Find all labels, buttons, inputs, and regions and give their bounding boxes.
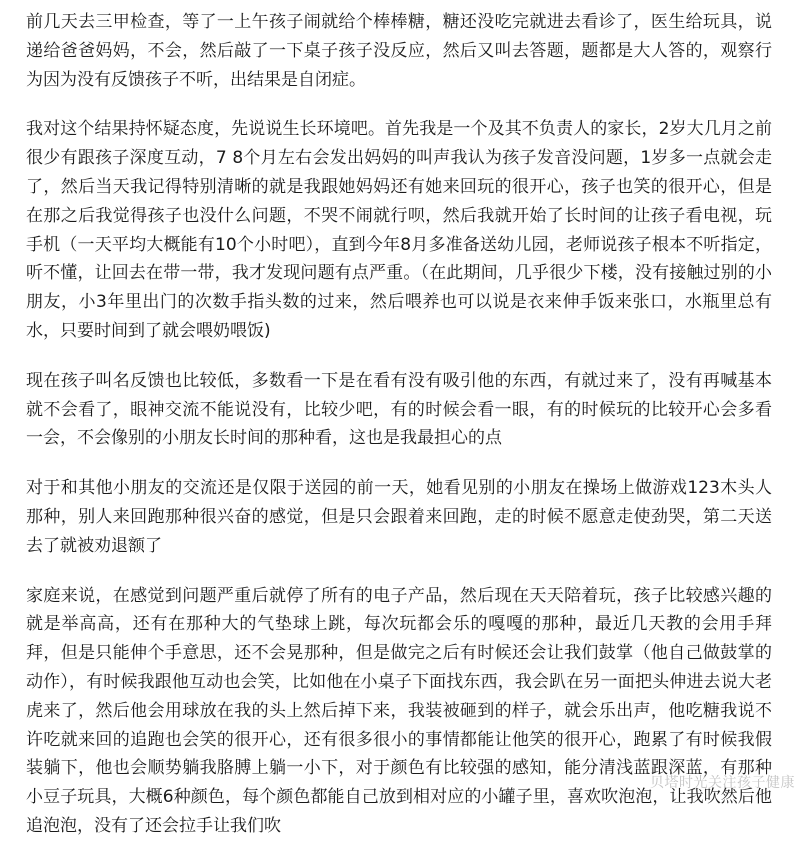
paragraph-5: 家庭来说，在感觉到问题严重后就停了所有的电子产品，然后现在天天陪着玩，孩子比较感兴趣的就是举高高，还有在那种大的气垫球上跳，每次玩都会乐的嘎嘎的那种，最近几天教的会用手拜拜，但是只能伸个手意思，还不会晃那种，但是做完之后有时候还会让我们鼓掌（他自己做鼓掌的动作），有时候我跟他互动也会笑，比如他在小桌子下面找东西，我会趴在另一面把头伸进去说大老虎来了，然后他会用球放在我的头上然后掉下来，我装被砸到的样子，就会乐出声，他吃糖我说不许吃就来回的追跑也会笑的很开心，还有很多很小的事情都能让他笑的很开心，跑累了有时候我假装躺下，他也会顺势躺我胳膊上躺一小下，对于颜色有比较强的感知，能分清浅蓝跟深蓝，有那种小豆子玩具，大概6种颜色，每个颜色都能自己放到相对应的小罐子里，喜欢吹泡泡，让我吹然后他追泡泡，没有了还会拉手让我们吹 bbox=[26, 585, 772, 836]
paragraph-4: 对于和其他小朋友的交流还是仅限于送园的前一天，她看见别的小朋友在操场上做游戏123木头人那种，别人来回跑那种很兴奋的感觉，但是只会跟着来回跑，走的时候不愿意走使劲哭，第二天送去了就被劝退额了 bbox=[26, 478, 772, 556]
paragraph-3: 现在孩子叫名反馈也比较低，多数看一下是在看有没有吸引他的东西，有就过来了，没有再喊基本就不会看了，眼神交流不能说没有，比较少吧，有的时候会看一眼，有的时候玩的比较开心会多看一会，不会像别的小朋友长时间的那种看，这也是我最担心的点 bbox=[26, 370, 772, 449]
paragraph-1: 前几天去三甲检查，等了一上午孩子闹就给个棒棒糖，糖还没吃完就进去看诊了，医生给玩具，说递给爸爸妈妈，不会，然后敲了一下桌子孩子没反应，然后又叫去答题，题都是大人答的，观察行为因为没有反馈孩子不听，出结果是自闭症。 bbox=[26, 12, 772, 90]
article-body bbox=[26, 8, 772, 862]
watermark-text: 贝塔时光关注孩子健康 bbox=[650, 775, 795, 791]
paragraph-2: 我对这个结果持怀疑态度，先说说生长环境吧。首先我是一个及其不负责人的家长，2岁大几月之前很少有跟孩子深度互动，7 8个月左右会发出妈妈的叫声我认为孩子发音没问题，1岁多一点就会走了，然后当天我记得特别清晰的就是我跟她妈妈还有她来回玩的很开心，孩子也笑的很开心，但是在那之后我觉得孩子也没什么问题，不哭不闹就行呗，然后我就开始了长时间的让孩子看电视，玩手机（一天平均大概能有10个小时吧），直到今年8月多准备送幼儿园，老师说孩子根本不听指定，听不懂，让回去在带一带，我才发现问题有点严重。（在此期间，几乎很少下楼，没有接触过别的小朋友，小3年里出门的次数手指头数的过来，然后喂养也可以说是衣来伸手饭来张口，水瓶里总有水，只要时间到了就会喂奶喂饭) bbox=[26, 119, 772, 341]
